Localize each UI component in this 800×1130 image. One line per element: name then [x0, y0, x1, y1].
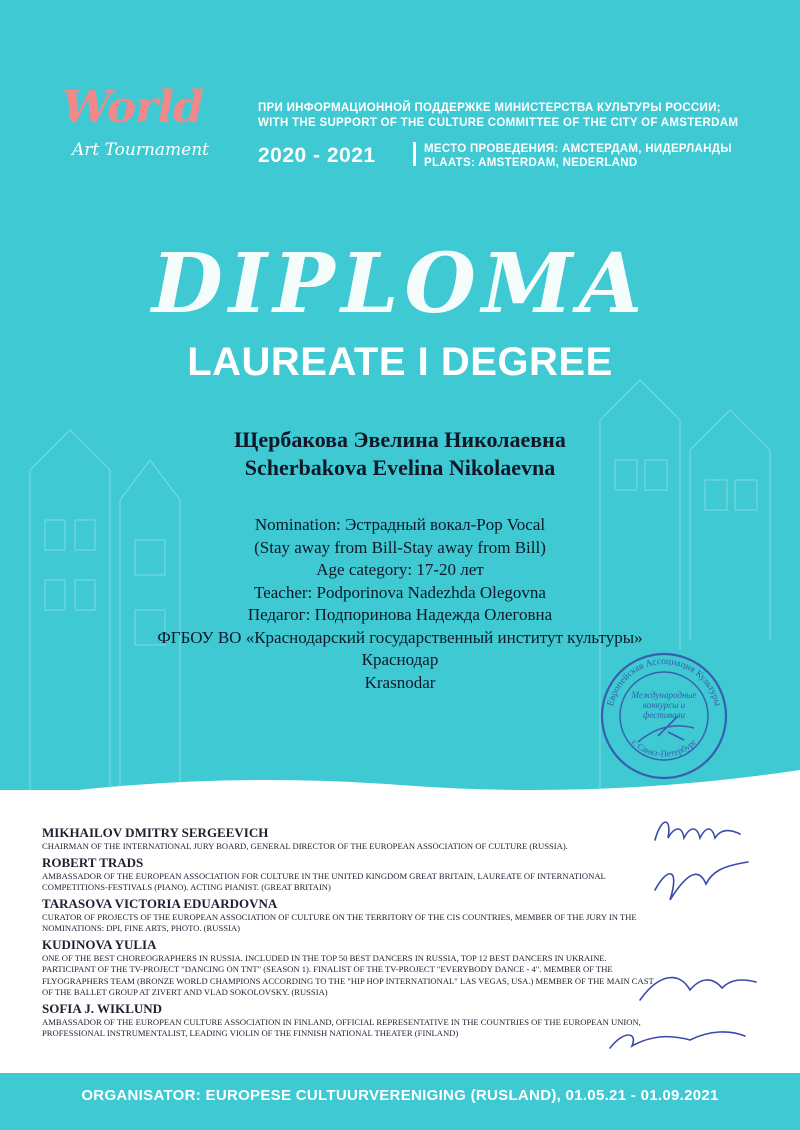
support-en: WITH THE SUPPORT OF THE CULTURE COMMITTEE OF THE CITY OF AMSTERDAM — [258, 117, 739, 129]
jury-member-role: AMBASSADOR OF THE EUROPEAN ASSOCIATION FOR CULTURE IN THE UNITED KINGDOM GREAT BRITAIN, LAUREATE OF INTERNATIONAL COMPETITIONS-FESTIVALS (PIANO). ACTING PIANIST. (GREAT BRITAIN) — [42, 870, 606, 892]
jury-member-name: SOFIA J. WIKLUND — [42, 1000, 163, 1016]
jury-member-name: KUDINOVA YULIA — [42, 936, 157, 952]
place-nl: PLAATS: AMSTERDAM, NEDERLAND — [424, 157, 638, 169]
institution: ФГБОУ ВО «Краснодарский государственный институт культуры» — [157, 627, 643, 647]
signature-5 — [610, 1032, 745, 1048]
logo-art-text: Art Tournament — [72, 140, 210, 160]
signature-1 — [655, 822, 740, 840]
jury-member-name: TARASOVA VICTORIA EDUARDOVNA — [42, 895, 278, 911]
years: 2020 - 2021 — [258, 144, 376, 167]
recipient-name-en: Scherbakova Evelina Nikolaevna — [244, 455, 556, 480]
song: (Stay away from Bill-Stay away from Bill) — [254, 537, 546, 557]
stamp-city-text: г. Санкт-Петербург — [629, 736, 699, 759]
jury-member-role: ONE OF THE BEST CHOREOGRAPHERS IN RUSSIA. INCLUDED IN THE TOP 50 BEST DANCERS IN RUSSIA, TOP 12 BEST DANCERS IN UKRAINE. PARTICIPANT OF THE TV-PROJECT "DANCING ON TNT" (SEASON 1). FINALIST OF THE TV-PROJECT "EVERYBODY DANCE - 4". MEMBER OF THE FLYOGRAPHERS TEAM (BRONZE WORLD CHAMPIONS ACCORDING TO THE "HIP HOP INTERNATIONAL" LAS VEGAS, USA.) MEMBER OF THE MAIN CAST OF THE BALLET GROUP AT ZIVERT AND VLAD SOKOLOVSKY. (RUSSIA) — [42, 952, 654, 997]
signature-4 — [640, 978, 756, 1000]
jury-member-role: CURATOR OF PROJECTS OF THE EUROPEAN ASSOCIATION OF CULTURE ON THE TERRITORY OF THE CIS COUNTRIES, MEMBER OF THE JURY IN THE NOMINATIONS: DPI, FINE ARTS, PHOTO. (RUSSIA) — [42, 911, 637, 933]
jury-member-role: AMBASSADOR OF THE EUROPEAN CULTURE ASSOCIATION IN FINLAND, OFFICIAL REPRESENTATIVE IN THE COUNTRIES OF THE EUROPEAN UNION, PROFESSIONAL INSTRUMENTALIST, LEADING VIOLIN OF THE FINNISH NATIONAL THEATER (FINLAND) — [42, 1016, 641, 1038]
jury-member-role: CHAIRMAN OF THE INTERNATIONAL JURY BOARD, GENERAL DIRECTOR OF THE EUROPEAN ASSOCIATION OF CULTURE (RUSSIA). — [42, 841, 568, 851]
recipient-name-ru: Щербакова Эвелина Николаевна — [234, 427, 566, 452]
footer-text: ORGANISATOR: EUROPESE CULTUURVERENIGING (RUSLAND), 01.05.21 - 01.09.2021 — [81, 1087, 719, 1104]
jury-member-name: ROBERT TRADS — [42, 854, 144, 870]
city-ru: Краснодар — [361, 650, 439, 669]
stamp-outer-text: Европейская Ассоциация Культуры — [606, 656, 722, 708]
teacher-en: Teacher: Podporinova Nadezhda Olegovna — [254, 582, 546, 602]
nomination: Nomination: Эстрадный вокал-Pop Vocal — [254, 515, 546, 534]
jury-member-name: MIKHAILOV DMITRY SERGEEVICH — [42, 825, 269, 840]
logo-world-text: World — [62, 82, 203, 133]
city-en: Krasnodar — [364, 672, 436, 692]
age-category: Age category: 17-20 лет — [316, 560, 484, 579]
diploma-title: DIPLOMA — [151, 236, 649, 332]
signature-2 — [655, 862, 748, 900]
degree-title: LAUREATE I DEGREE — [187, 340, 613, 384]
support-ru: ПРИ ИНФОРМАЦИОННОЙ ПОДДЕРЖКЕ МИНИСТЕРСТВА КУЛЬТУРЫ РОССИИ; — [258, 102, 721, 114]
stamp-center-1: Международные — [631, 690, 697, 700]
place-ru: МЕСТО ПРОВЕДЕНИЯ: АМСТЕРДАМ, НИДЕРЛАНДЫ — [424, 143, 732, 155]
stamp-center-2: конкурсы и — [642, 700, 686, 710]
stamp-center-3: фестивали — [642, 710, 686, 720]
teacher-ru: Педагог: Подпоринова Надежда Олеговна — [247, 605, 553, 624]
